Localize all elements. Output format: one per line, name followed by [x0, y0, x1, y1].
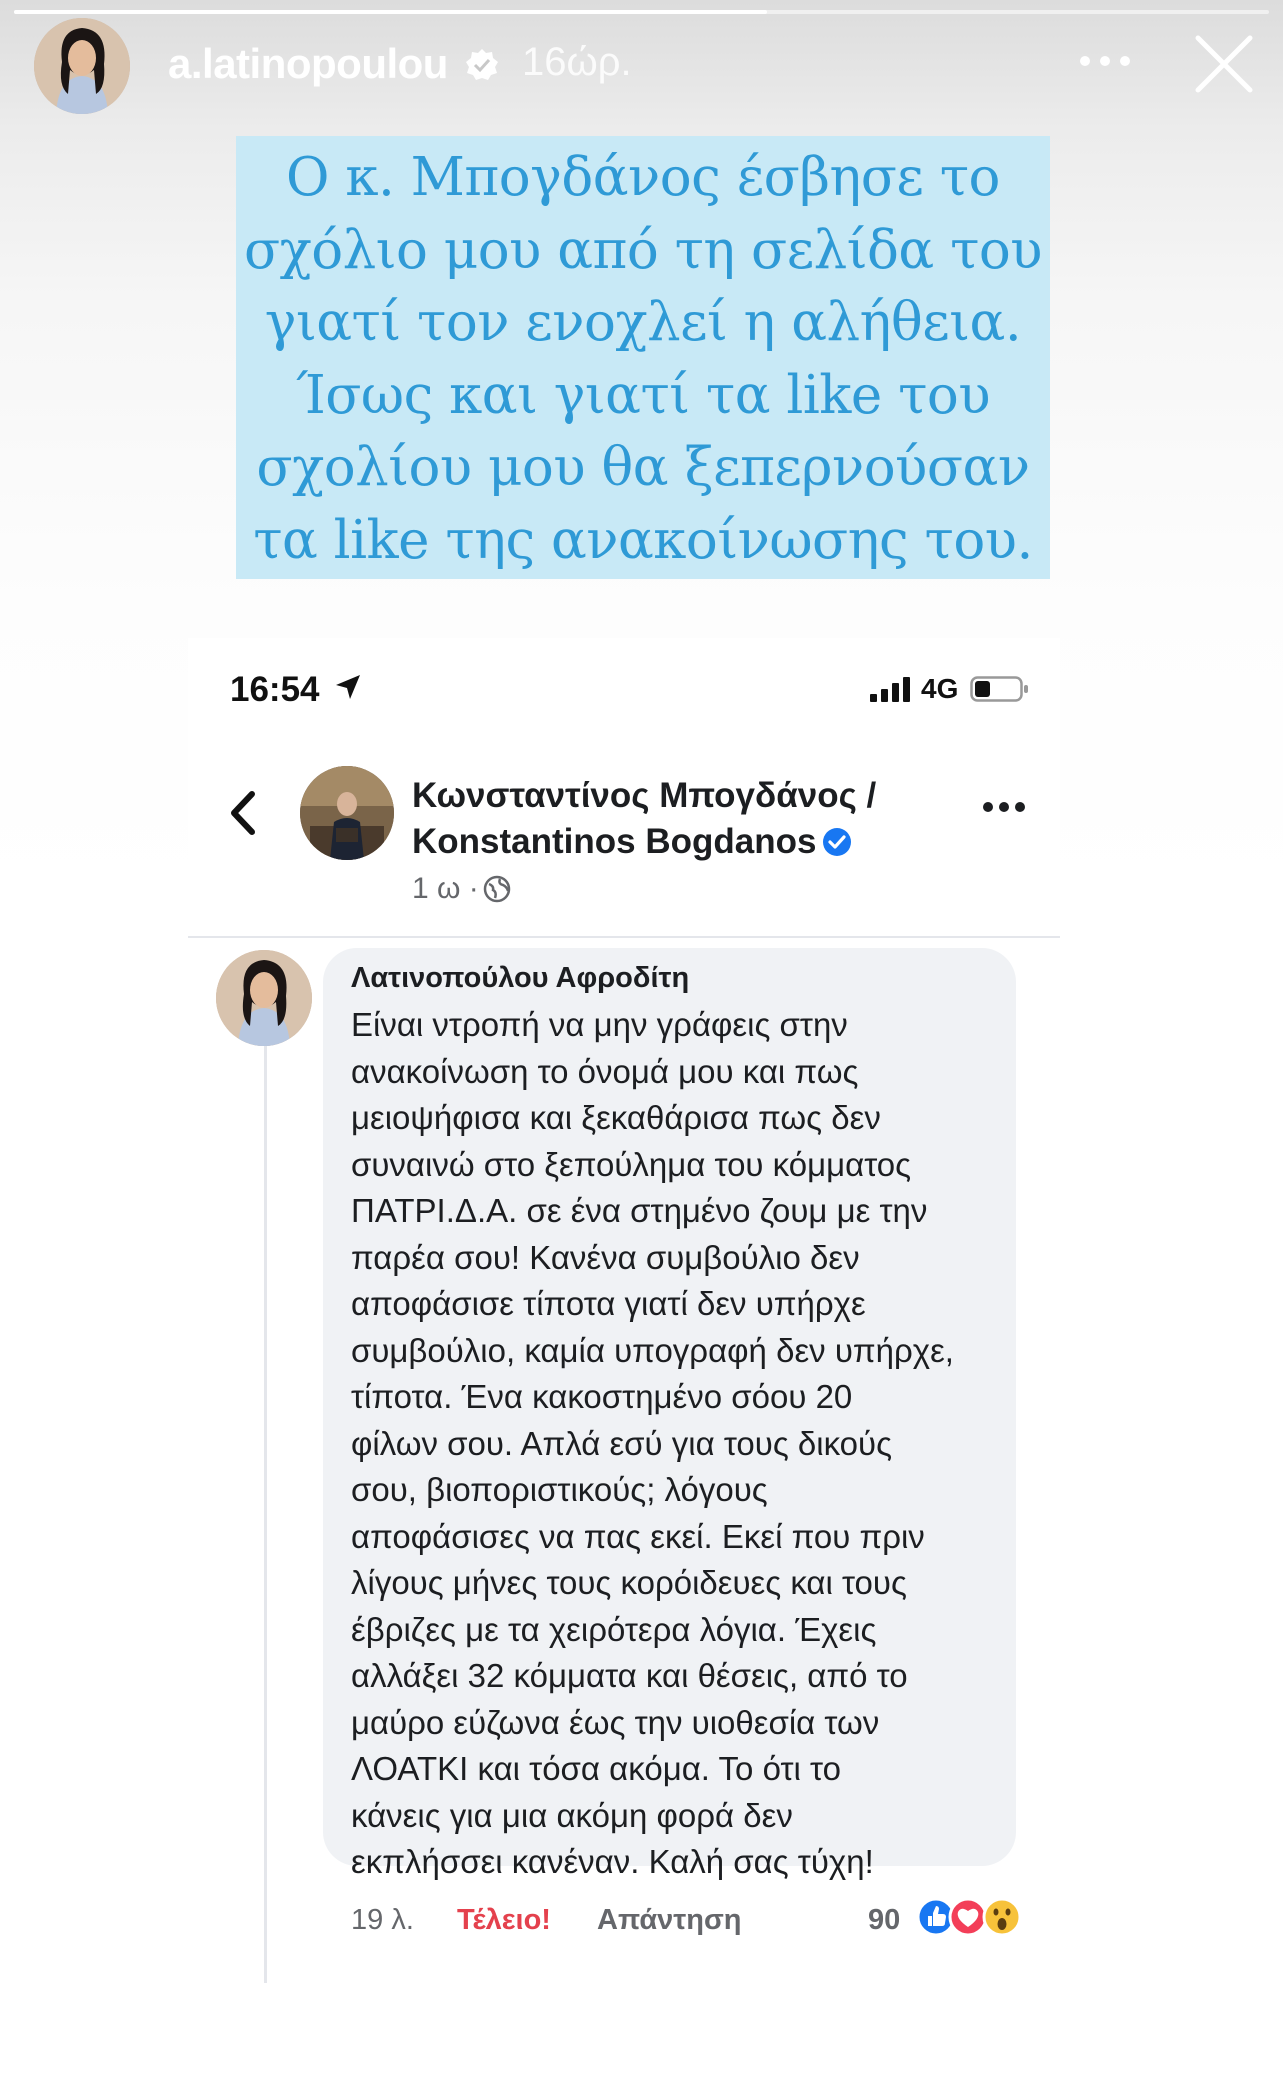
post-meta — [412, 872, 511, 906]
story-caption-box — [236, 136, 1050, 579]
story-username[interactable]: a.latinopoulou — [168, 40, 448, 87]
verified-badge-icon — [465, 48, 499, 82]
network-type-label: 4G — [921, 673, 959, 704]
location-arrow-icon — [333, 672, 363, 702]
page-name-line2 — [412, 819, 852, 865]
story-progress-fill — [14, 10, 767, 14]
page-name[interactable] — [412, 773, 876, 865]
page-avatar[interactable] — [300, 766, 394, 860]
globe-icon — [483, 875, 511, 903]
comment-avatar-photo — [216, 950, 312, 1046]
reactions-icons[interactable] — [916, 1896, 1026, 1938]
embedded-facebook-screenshot — [188, 638, 1060, 1983]
reply-button[interactable]: Απάντηση — [597, 1904, 742, 1936]
story-avatar[interactable] — [34, 18, 130, 114]
comment-time: 19 λ. — [351, 1904, 414, 1936]
post-time: 1 ω · — [412, 872, 479, 905]
cellular-signal-icon — [870, 676, 914, 702]
comment-bubble — [323, 948, 1016, 1880]
page-name-line2-text: Konstantinos Bogdanos — [412, 822, 817, 861]
avatar-photo — [34, 18, 130, 114]
love-reaction-icon — [950, 1899, 986, 1935]
battery-icon — [970, 674, 1030, 704]
comment-thread-line — [264, 1045, 267, 1983]
story-progress-bar — [14, 10, 1269, 14]
wow-reaction-icon — [984, 1899, 1020, 1935]
comment-author-name[interactable]: Λατινοπούλου Αφροδίτη — [351, 962, 690, 994]
page-avatar-photo — [300, 766, 394, 860]
post-more-options-icon[interactable] — [982, 800, 1026, 814]
more-options-icon[interactable] — [1075, 46, 1135, 76]
story-timestamp: 16ώρ. — [522, 40, 632, 84]
page-name-line1: Κωνσταντίνος Μπογδάνος / — [412, 776, 877, 815]
status-bar-time: 16:54 — [230, 670, 320, 709]
reaction-count[interactable]: 90 — [868, 1904, 901, 1936]
comment-author-avatar[interactable] — [216, 950, 312, 1046]
verified-badge-icon — [822, 827, 852, 857]
header-divider — [188, 936, 1060, 938]
close-icon[interactable] — [1192, 32, 1256, 96]
like-button[interactable]: Τέλειο! — [457, 1904, 551, 1936]
story-caption-text: Ο κ. Μπογδάνος έσβησε το σχόλιο μου από τη σελίδα του γιατί τον ενοχλεί η αλήθεια. Ίσως και γιατί τα like του σχολίου μου θα ξεπερνούσαν τα like της ανακοίνωσης του. — [243, 147, 1043, 571]
comment-text: Είναι ντροπή να μην γράφεις στην ανακοίνωση το όνομά μου και πως μειοψήφισα και ξεκαθάρισα πως δεν συναινώ στο ξεπούλημα του κόμματος ΠΑΤΡΙ.Δ.Α. σε ένα στημένο ζουμ με την παρέα σου! Κανένα συμβούλιο δεν αποφάσισε τίποτα γιατί δεν υπήρχε συμβούλιο, καμία υπογραφή δεν υπήρχε, τίποτα. Ένα κακοστημένο σόου 20 φίλων σου. Απλά εσύ για τους δικούς σου, βιοποριστικούς; λόγους αποφάσισες να πας εκεί. Εκεί που πριν λίγους μήνες τους κορόιδευες και τους έβριζες με τα χειρότερα λόγια. Έχεις αλλάξει 32 κόμματα και θέσεις, από το μαύρο εύζωνα έως την υιοθεσία των ΛΟΑΤΚΙ και τόσα ακόμα. Το ότι το κάνεις για μια ακόμη φορά δεν εκπλήσσει κανέναν. Καλή σας τύχη! — [351, 1006, 954, 1880]
back-chevron-icon[interactable] — [226, 788, 260, 838]
